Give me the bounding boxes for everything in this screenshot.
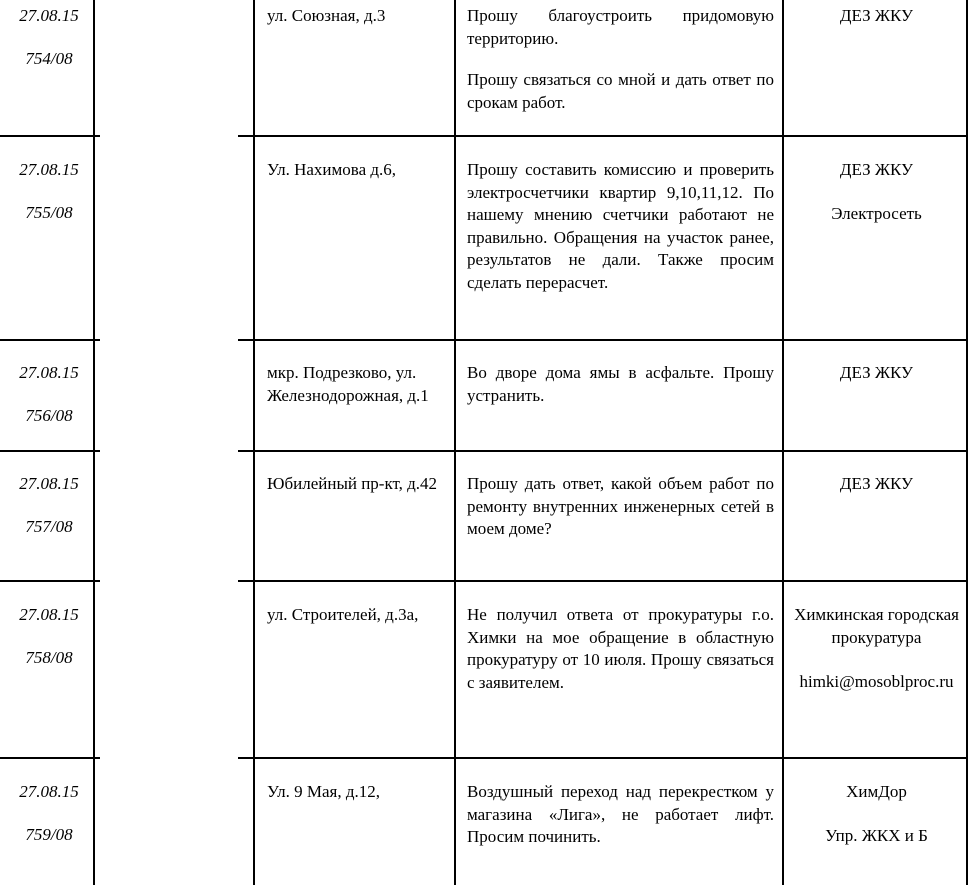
row-border xyxy=(238,135,968,137)
column-border xyxy=(966,0,968,885)
row-border xyxy=(238,339,968,341)
organization-line: ДЕЗ ЖКУ xyxy=(839,6,914,25)
row-request xyxy=(467,159,774,294)
row-organization xyxy=(786,362,967,385)
organization-line xyxy=(786,649,967,671)
row-date: 27.08.15 xyxy=(19,605,79,624)
row-border xyxy=(0,757,100,759)
request-paragraph: Во дворе дома ямы в асфальте. Прошу устранить. xyxy=(467,363,774,405)
organization-line: Электросеть xyxy=(831,203,922,223)
organization-line: ДЕЗ ЖКУ xyxy=(839,160,914,179)
row-request xyxy=(467,5,774,114)
row-border xyxy=(0,450,100,452)
request-paragraph: Прошу благоустроить придомовую территорию. xyxy=(467,6,774,48)
organization-email: himki@mosoblproc.ru xyxy=(799,672,954,691)
row-request xyxy=(467,473,774,541)
request-paragraph: Прошу дать ответ, какой объем работ по ремонту внутренних инженерных сетей в моем доме? xyxy=(467,474,774,538)
column-border xyxy=(93,0,95,885)
request-paragraph: Прошу составить комиссию и проверить электросчетчики квартир 9,10,11,12. По нашему мнению счетчики работают не правильно. Обращения на участок ранее, результатов не дали. Также просим сделать перерасчет. xyxy=(467,160,774,292)
row-number: 759/08 xyxy=(25,825,73,844)
column-border xyxy=(253,0,255,885)
row-number: 754/08 xyxy=(25,49,73,68)
row-date: 27.08.15 xyxy=(19,474,79,493)
row-address: ул. Союзная, д.3 xyxy=(267,6,386,25)
row-date: 27.08.15 xyxy=(19,363,79,382)
row-border xyxy=(0,339,100,341)
organization-line: ХимДор xyxy=(846,782,907,801)
row-organization xyxy=(786,473,967,496)
row-date: 27.08.15 xyxy=(19,782,79,801)
row-border xyxy=(238,580,968,582)
organization-line: ДЕЗ ЖКУ xyxy=(839,363,914,382)
organization-line: Химкинская городская прокуратура xyxy=(794,605,959,647)
row-border xyxy=(238,757,968,759)
row-request xyxy=(467,362,774,407)
row-request xyxy=(467,604,774,694)
row-address: Ул. 9 Мая, д.12, xyxy=(267,782,380,801)
row-address: Ул. Нахимова д.6, xyxy=(267,160,397,179)
request-paragraph: Прошу связаться со мной и дать ответ по срокам работ. xyxy=(467,70,774,112)
organization-line: ДЕЗ ЖКУ xyxy=(839,474,914,493)
request-paragraph: Не получил ответа от прокуратуры г.о. Химки на мое обращение в областную прокуратуру от 10 июля. Прошу связаться с заявителем. xyxy=(467,605,774,692)
organization-line: Упр. ЖКХ и Б xyxy=(825,825,928,845)
column-border xyxy=(782,0,784,885)
row-date: 27.08.15 xyxy=(19,6,79,25)
row-address: Юбилейный пр-кт, д.42 xyxy=(267,474,438,493)
row-number: 755/08 xyxy=(25,203,73,222)
row-border xyxy=(0,580,100,582)
column-border xyxy=(454,0,456,885)
row-number: 756/08 xyxy=(25,406,73,425)
row-address: мкр. Подрезково, ул. Железнодорожная, д.1 xyxy=(267,363,429,405)
row-organization xyxy=(786,159,967,225)
row-address: ул. Строителей, д.3а, xyxy=(267,605,419,624)
row-request xyxy=(467,781,774,849)
row-border xyxy=(238,450,968,452)
row-organization xyxy=(786,604,967,694)
row-organization xyxy=(786,5,967,28)
row-organization xyxy=(786,781,967,847)
request-paragraph: Воздушный переход над перекрестком у магазина «Лига», не работает лифт. Просим починить. xyxy=(467,782,774,846)
row-number: 757/08 xyxy=(25,517,73,536)
row-border xyxy=(0,135,100,137)
row-date: 27.08.15 xyxy=(19,160,79,179)
row-number: 758/08 xyxy=(25,648,73,667)
